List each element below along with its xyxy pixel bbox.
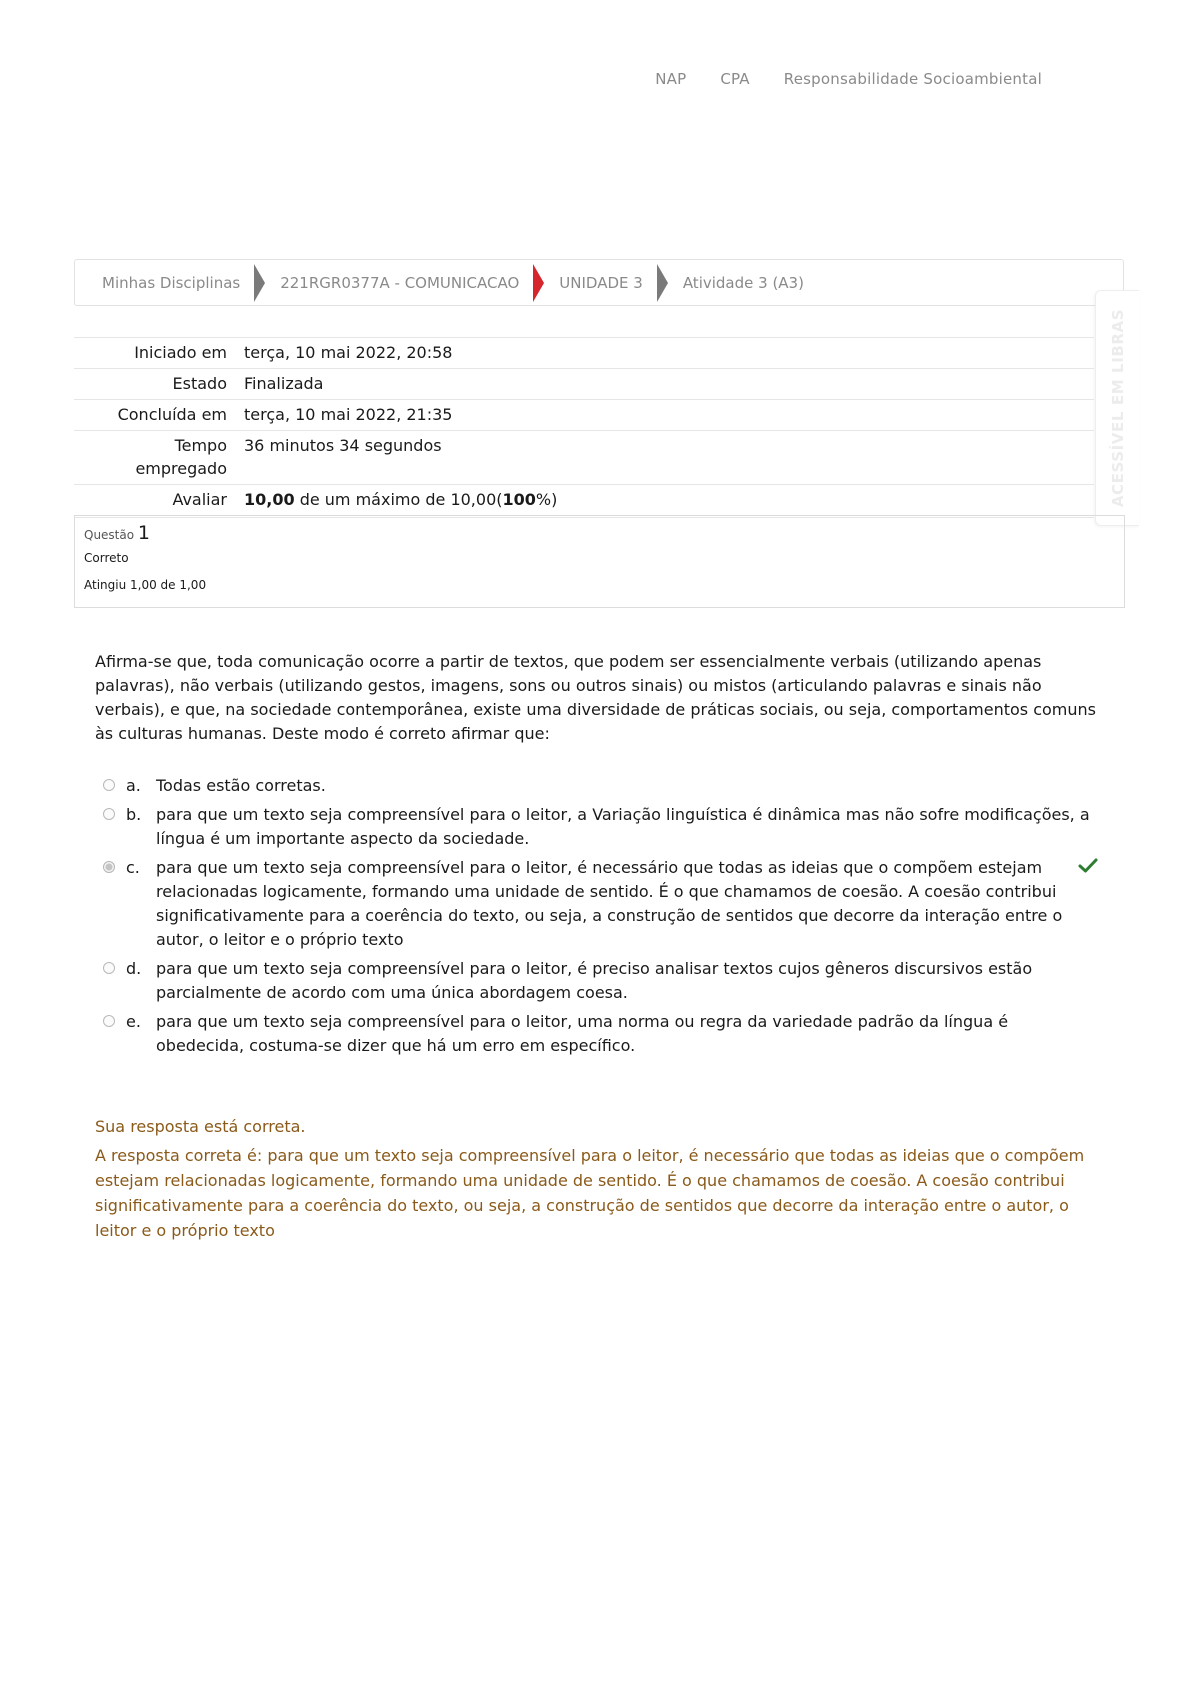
answer-option-e[interactable] xyxy=(103,1010,1103,1058)
completed-label: Concluída em xyxy=(74,400,244,431)
radio-button[interactable] xyxy=(103,962,115,974)
time-label-line2: empregado xyxy=(135,459,227,478)
answer-letter: a. xyxy=(126,776,141,795)
top-link-responsabilidade[interactable]: Responsabilidade Socioambiental xyxy=(783,70,1042,88)
answer-text: Todas estão corretas. xyxy=(156,776,326,795)
breadcrumb-item-unit[interactable]: UNIDADE 3 xyxy=(559,273,643,292)
question-label: Questão xyxy=(84,528,135,542)
answer-option-b[interactable] xyxy=(103,803,1103,851)
radio-button[interactable] xyxy=(103,1015,115,1027)
answer-option-c[interactable] xyxy=(103,856,1103,952)
question-info-box xyxy=(74,515,1125,608)
grade-mid: de um máximo de 10,00( xyxy=(294,490,503,509)
breadcrumb-separator-icon xyxy=(657,264,668,302)
answer-text: para que um texto seja compreensível para o leitor, a Variação linguística é dinâmica mas não sofre modificações, a língua é um importante aspecto da sociedade. xyxy=(156,805,1090,848)
question-text: Afirma-se que, toda comunicação ocorre a partir de textos, que podem ser essencialmente verbais (utilizando apenas palavras), não verbais (utilizando gestos, imagens, sons ou outros sinais) ou mistos (articulando palavras e sinais não verbais), e que, na sociedade contemporânea, existe uma diversidade de práticas sociais, ou seja, comportamentos comuns às culturas humanas. Deste modo é correto afirmar que: xyxy=(95,652,1096,743)
top-link-nap[interactable]: NAP xyxy=(655,70,687,88)
grade-end: %) xyxy=(535,490,558,509)
breadcrumb-item-course[interactable]: 221RGR0377A - COMUNICACAO xyxy=(280,273,520,292)
answer-letter: b. xyxy=(126,805,142,824)
grade-label: Avaliar xyxy=(74,485,244,518)
started-label: Iniciado em xyxy=(74,338,244,369)
answer-letter: d. xyxy=(126,959,142,978)
feedback-block xyxy=(95,1114,1100,1243)
answer-letter: c. xyxy=(126,858,140,877)
time-value: 36 minutos 34 segundos xyxy=(244,431,1094,485)
answer-option-d[interactable] xyxy=(103,957,1103,1005)
summary-row-grade xyxy=(74,485,1094,518)
time-label-line1: Tempo xyxy=(174,436,227,455)
breadcrumb xyxy=(74,259,1124,306)
summary-row-state xyxy=(74,369,1094,400)
summary-row-completed xyxy=(74,400,1094,431)
answer-text: para que um texto seja compreensível para o leitor, uma norma ou regra da variedade padrão da língua é obedecida, costuma-se dizer que há um erro em específico. xyxy=(156,1012,1009,1055)
feedback-right-answer: A resposta correta é: para que um texto seja compreensível para o leitor, é necessário que todas as ideias que o compõem estejam relacionadas logicamente, formando uma unidade de sentido. É o que chamamos de coesão. A coesão contribui significativamente para a coerência do texto, ou seja, a construção de sentidos que decorre da interação entre o autor, o leitor e o próprio texto xyxy=(95,1146,1085,1240)
completed-value: terça, 10 mai 2022, 21:35 xyxy=(244,400,1094,431)
correct-check-icon xyxy=(1078,856,1098,876)
answer-option-a[interactable] xyxy=(103,774,1103,798)
radio-button-selected[interactable] xyxy=(103,861,115,873)
time-label xyxy=(74,431,244,485)
top-links xyxy=(655,70,1042,88)
breadcrumb-separator-icon xyxy=(254,264,265,302)
grade-score: 10,00 xyxy=(244,490,295,509)
question-mark: Atingiu 1,00 de 1,00 xyxy=(84,578,207,592)
answer-letter: e. xyxy=(126,1012,141,1031)
started-value: terça, 10 mai 2022, 20:58 xyxy=(244,338,1094,369)
breadcrumb-separator-icon xyxy=(533,264,544,302)
grade-percent: 100 xyxy=(502,490,536,509)
question-number xyxy=(84,522,1115,548)
summary-row-started xyxy=(74,338,1094,369)
breadcrumb-item-minhas-disciplinas[interactable]: Minhas Disciplinas xyxy=(102,273,241,292)
answer-text: para que um texto seja compreensível para o leitor, é preciso analisar textos cujos gêneros discursivos estão parcialmente de acordo com uma única abordagem coesa. xyxy=(156,959,1033,1002)
state-value: Finalizada xyxy=(244,369,1094,400)
attempt-summary-table xyxy=(74,337,1094,518)
answer-options xyxy=(103,774,1103,1063)
question-state: Correto xyxy=(84,551,129,565)
libras-accessibility-tab[interactable] xyxy=(1095,290,1139,526)
libras-tab-label: ACESSÍVEL EM LIBRAS xyxy=(1108,308,1127,508)
question-number-value: 1 xyxy=(137,522,151,544)
summary-row-time xyxy=(74,431,1094,485)
grade-value xyxy=(244,485,1094,518)
top-link-cpa[interactable]: CPA xyxy=(720,70,750,88)
feedback-status: Sua resposta está correta. xyxy=(95,1117,306,1136)
radio-button[interactable] xyxy=(103,779,115,791)
radio-button[interactable] xyxy=(103,808,115,820)
breadcrumb-item-activity[interactable]: Atividade 3 (A3) xyxy=(682,273,804,292)
state-label: Estado xyxy=(74,369,244,400)
answer-text: para que um texto seja compreensível para o leitor, é necessário que todas as ideias que o compõem estejam relacionadas logicamente, formando uma unidade de sentido. É o que chamamos de coesão. A coesão contribui significativamente para a coerência do texto, ou seja, a construção de sentidos que decorre da interação entre o autor, o leitor e o próprio texto xyxy=(156,858,1063,949)
